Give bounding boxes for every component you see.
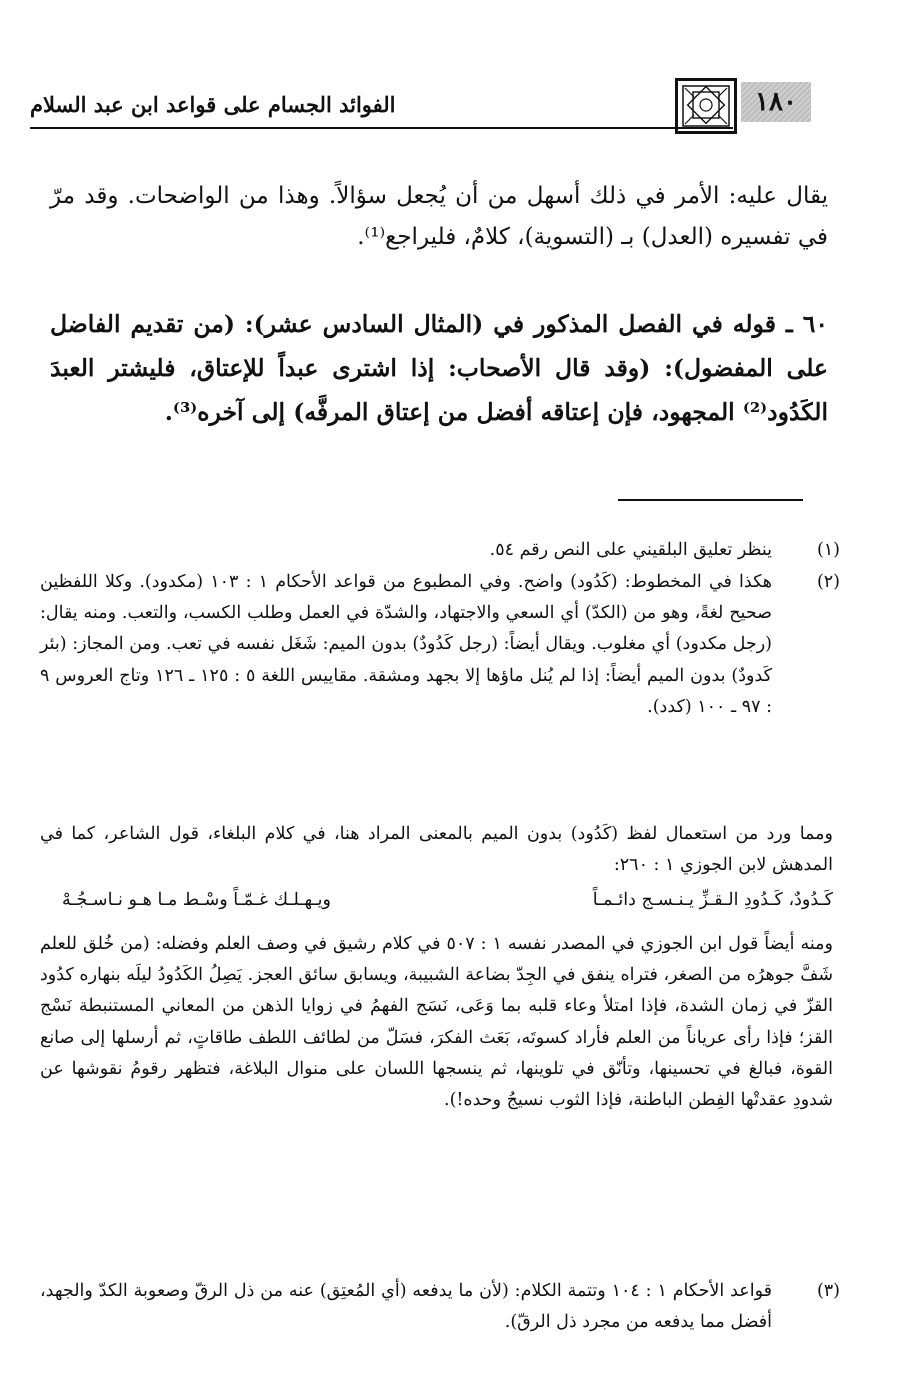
poetry-verse xyxy=(62,885,833,916)
footnote-1 xyxy=(40,535,840,566)
page-number: ١٨٠ xyxy=(741,82,811,122)
footnote-text: ينظر تعليق البلقيني على النص رقم ٥٤. xyxy=(489,540,772,560)
paragraph-1: يقال عليه: الأمر في ذلك أسهل من أن يُجعل سؤالاً. وهذا من الواضحات. وقد مرّ في تفسيره (العدل) بـ (التسوية)، كلامٌ، فليراجع⁽¹⁾. xyxy=(50,183,828,250)
footnote-2-continuation-2: ومنه أيضاً قول ابن الجوزي في المصدر نفسه ١ : ٥٠٧ في كلام رشيق في وصف العلم وفضله: (من خُلق للعلم شَفَّ جوهرُه من الصغر، فتراه ينفق في الجِدّ بضاعة الشبيبة، ويسابق سائق العجز. يَصِلُ الكَدُودُ ليلَه بنهاره كدُود القزّ في زمان الشدة، فإذا امتلأ وعاء قلبه بما وَعَى، نَسَج الفهمُ في زوايا الذهن من المعاني المستنبطة نَسْج القز؛ فإذا رأى عرياناً من العلم فأراد كسوتَه، بَعَث الفكرَ، فسَلّ من لطائف اللطف طاقاتٍ، ثم أرسلها إلى صانع القوة، فبالغ في تحسينها، وتأنّق في تلوينها، ثم ينسجها اللسان على منوال البلاغة، فتظهر رقومُ نقوشها عن شدودِ عقدتْها الفِطن الباطنة، فإذا الثوب نسيجُ وحده!). xyxy=(40,934,833,1111)
header-rule xyxy=(30,127,733,129)
footnote-separator xyxy=(618,499,803,501)
footnote-marker: (٢) xyxy=(816,572,840,592)
verse-hemistich-second: ويـهـلـك غـمّـاً وسْـط مـا هـو نـاسـجُـهْ xyxy=(62,890,331,910)
footnote-2-continuation-1: ومما ورد من استعمال لفظ (كَدُود) بدون الميم بالمعنى المراد هنا، في كلام البلغاء، قول الشاعر، كما في المدهش لابن الجوزي ١ : ٢٦٠: xyxy=(40,824,833,876)
footnote-marker: (٣) xyxy=(816,1281,840,1301)
footnote-marker: (١) xyxy=(816,540,840,560)
footnote-text: قواعد الأحكام ١ : ١٠٤ وتتمة الكلام: (لأن ما يدفعه (أي المُعتِق) عنه من ذل الرقّ وصعوبة الكدّ والجهد، أفضل مما يدفعه من مجرد ذل الرقّ). xyxy=(40,1281,772,1333)
running-title: الفوائد الجسام على قواعد ابن عبد السلام xyxy=(30,92,396,117)
verse-hemistich-first: كَـدُودٌ، كَـدُودِ الـقـزِّ يـنـسـج دائـمـاً xyxy=(592,890,833,910)
footnote-3 xyxy=(40,1276,840,1338)
footnote-text: هكذا في المخطوط: (كَدُود) واضح. وفي المطبوع من قواعد الأحكام ١ : ١٠٣ (مكدود). وكلا اللفظين صحيح لغةً، وهو من (الكدّ) أي السعي والاجتهاد، والشدّة في العمل وطلب الكسب، والتعب. ومنه يقال: (رجل مكدود) أي مغلوب. ويقال أيضاً: (رجل كَدُودٌ) بدون الميم: شَغَل نفسه في تعب. ومن المجاز: (بئر كَدودٌ) بدون الميم أيضاً: إذا لم يُنل ماؤها إلا بجهد ومشقة. مقاييس اللغة ٥ : ١٢٥ ـ ١٢٦ وتاج العروس ٩ : ٩٧ ـ ١٠٠ (كدد). xyxy=(40,572,773,717)
paragraph-2: ٦٠ ـ قوله في الفصل المذكور في (المثال السادس عشر): (من تقديم الفاضل على المفضول): (وقد قال الأصحاب: إذا اشترى عبداً للإعتاق، فليشتر العبدَ الكَدُود⁽²⁾ المجهود، فإن إعتاقه أفضل من إعتاق المرفَّه) إلى آخره⁽³⁾. xyxy=(50,310,828,426)
header-ornament-box xyxy=(675,78,737,134)
star-ornament-icon xyxy=(682,85,730,127)
footnote-2 xyxy=(40,567,840,723)
